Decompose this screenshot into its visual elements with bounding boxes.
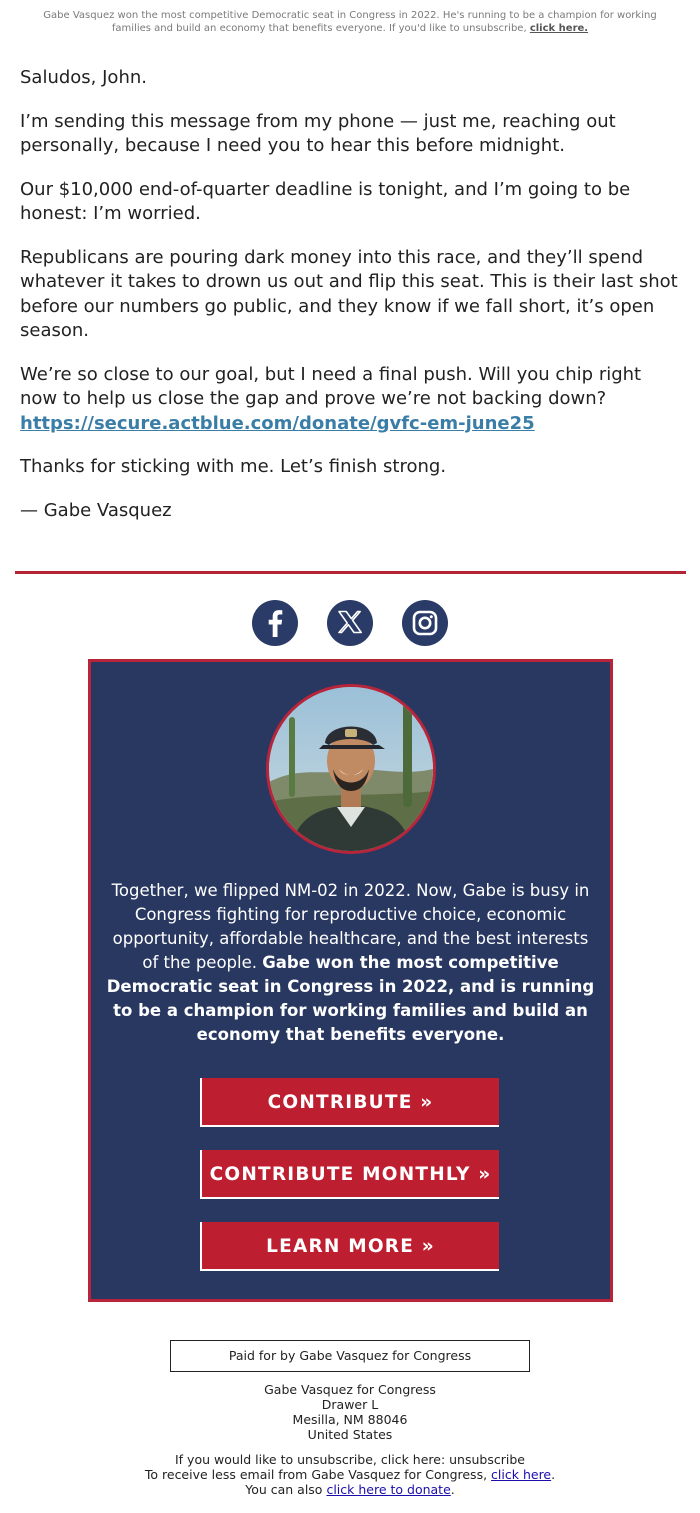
greeting: Saludos, John. <box>20 67 147 88</box>
contribute-button[interactable]: CONTRIBUTE » <box>200 1078 499 1127</box>
address-line-2: Drawer L <box>321 1397 379 1412</box>
preheader <box>30 9 670 35</box>
paragraph-1: I’m sending this message from my phone — just me, reaching out personally, because I need you to hear this before midnight. <box>20 110 616 156</box>
mailing-address <box>0 1382 700 1442</box>
footer-donate-link[interactable]: click here to donate <box>326 1482 451 1497</box>
paid-for-disclaimer: Paid for by Gabe Vasquez for Congress <box>170 1340 530 1372</box>
address-line-3: Mesilla, NM 88046 <box>292 1412 408 1427</box>
preheader-unsubscribe-link[interactable]: click here. <box>529 23 589 34</box>
paragraph-3: Republicans are pouring dark money into this race, and they’ll spend whatever it takes to drown us out and flip this seat. This is their last shot before our numbers go public, and they know if we fall short, it’s open season. <box>20 246 678 341</box>
learn-more-button[interactable]: LEARN MORE » <box>200 1222 499 1271</box>
donate-text: You can also <box>245 1482 323 1497</box>
less-email-line: To receive less email from Gabe Vasquez for Congress, click here. <box>144 1467 556 1482</box>
bio-text-regular: Together, we flipped NM-02 in 2022. Now, Gabe is busy in Congress fighting for reproductive choice, economic opportunity, affordable healthcare, and the best interests of the people. <box>111 881 590 972</box>
letter-body <box>20 66 680 542</box>
donate-link[interactable]: https://secure.actblue.com/donate/gvfc-em-june25 <box>20 412 535 434</box>
facebook-icon[interactable] <box>252 600 298 646</box>
footer-links <box>0 1452 700 1497</box>
bio-text <box>103 879 598 1047</box>
less-email-link[interactable]: click here <box>491 1467 552 1482</box>
paragraph-4 <box>20 363 680 437</box>
less-email-text: To receive less email from Gabe Vasquez for Congress, <box>144 1467 488 1482</box>
address-line-4: United States <box>307 1427 393 1442</box>
bio-text-bold: Gabe won the most competitive Democratic seat in Congress in 2022, and is running to be a champion for working families and build an economy that benefits everyone. <box>106 953 595 1044</box>
x-icon[interactable] <box>327 600 373 646</box>
instagram-icon[interactable] <box>402 600 448 646</box>
contribute-monthly-button[interactable]: CONTRIBUTE MONTHLY » <box>200 1150 499 1199</box>
unsubscribe-line[interactable]: If you would like to unsubscribe, click here: unsubscribe <box>175 1452 525 1467</box>
address-line-1: Gabe Vasquez for Congress <box>264 1382 436 1397</box>
avatar <box>266 684 436 854</box>
section-divider <box>15 571 686 574</box>
signoff: — Gabe Vasquez <box>20 499 172 521</box>
social-icons <box>0 600 700 646</box>
donate-line: You can also click here to donate. <box>245 1482 455 1497</box>
paragraph-2: Our $10,000 end-of-quarter deadline is tonight, and I’m going to be honest: I’m worried. <box>20 178 631 224</box>
paragraph-4-text: We’re so close to our goal, but I need a final push. Will you chip right now to help us close the gap and prove we’re not backing down? <box>20 363 642 409</box>
preheader-text: Gabe Vasquez won the most competitive Democratic seat in Congress in 2022. He's running to be a champion for working families and build an economy that benefits everyone. If you'd like to unsubscribe, <box>43 10 657 34</box>
bio-card <box>88 659 613 1302</box>
paragraph-5: Thanks for sticking with me. Let’s finish strong. <box>20 456 447 477</box>
